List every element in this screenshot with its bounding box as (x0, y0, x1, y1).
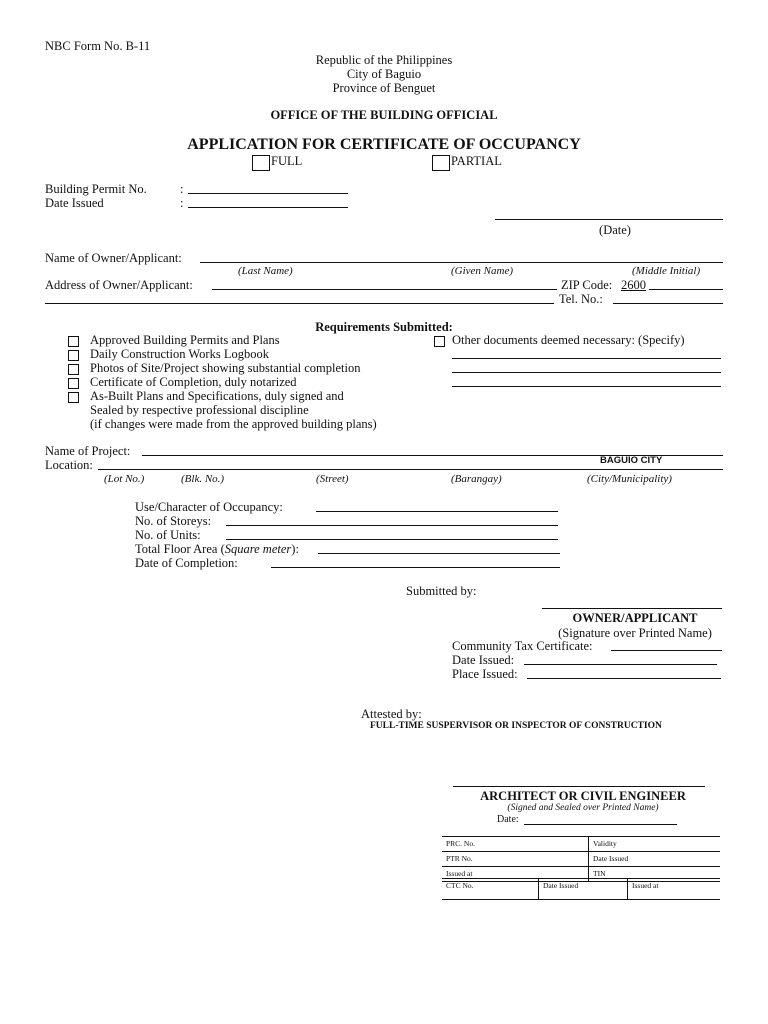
storeys-field[interactable] (226, 525, 558, 526)
submitted-by-label: Submitted by: (406, 584, 477, 598)
architect-date-field[interactable] (524, 824, 677, 825)
requirements-heading: Requirements Submitted: (315, 320, 453, 334)
use-label: Use/Character of Occupancy: (135, 500, 283, 514)
lot-caption: (Lot No.) (104, 473, 145, 485)
header-province: Province of Benguet (332, 81, 436, 95)
owner-signature-field[interactable] (542, 608, 722, 609)
full-label: FULL (271, 154, 303, 168)
tin-cell[interactable]: TIN (589, 867, 721, 882)
table-row (442, 837, 720, 852)
owner-name-label: Name of Owner/Applicant: (45, 251, 182, 265)
city-municipality-caption: (City/Municipality) (587, 473, 672, 485)
architect-note: (Signed and Sealed over Printed Name) (507, 803, 659, 813)
req-checkbox-1[interactable] (68, 336, 79, 347)
req-checkbox-3[interactable] (68, 364, 79, 375)
req-item-5-note: (if changes were made from the approved building plans) (90, 417, 377, 431)
date-issued-field[interactable] (188, 207, 348, 208)
header-republic: Republic of the Philippines (315, 53, 453, 67)
units-field[interactable] (226, 539, 558, 540)
req-item-3: Photos of Site/Project showing substantial completion (90, 361, 361, 375)
floor-area-unit: Square meter (224, 542, 292, 556)
owner-place-issued-label: Place Issued: (452, 667, 518, 681)
owner-address-field[interactable] (212, 289, 557, 290)
owner-address-line-2[interactable] (45, 303, 554, 304)
req-item-2: Daily Construction Works Logbook (90, 347, 269, 361)
date-caption: (Date) (599, 223, 631, 237)
req-checkbox-5[interactable] (68, 392, 79, 403)
completion-label: Date of Completion: (135, 556, 238, 570)
street-caption: (Street) (316, 473, 349, 485)
blk-caption: (Blk. No.) (181, 473, 225, 485)
owner-role: OWNER/APPLICANT (572, 611, 698, 625)
full-checkbox[interactable] (252, 155, 270, 171)
permit-no-colon: : (180, 182, 184, 196)
given-name-caption: (Given Name) (451, 265, 514, 277)
ctc-label: Community Tax Certificate: (452, 639, 593, 653)
req-checkbox-4[interactable] (68, 378, 79, 389)
location-city-value: BAGUIO CITY (600, 455, 663, 466)
owner-date-issued-field[interactable] (524, 664, 717, 665)
req-item-4: Certificate of Completion, duly notarized (90, 375, 297, 389)
location-field[interactable] (98, 469, 723, 470)
ctc-field[interactable] (611, 650, 722, 651)
architect-title: ARCHITECT OR CIVIL ENGINEER (480, 789, 686, 803)
architect-info-table (442, 836, 720, 882)
req-item-5-continuation: Sealed by respective professional discipline (90, 403, 309, 417)
req-checkbox-other[interactable] (434, 336, 445, 347)
storeys-label: No. of Storeys: (135, 514, 212, 528)
completion-field[interactable] (271, 567, 560, 568)
office-title: OFFICE OF THE BUILDING OFFICIAL (270, 108, 498, 122)
project-name-label: Name of Project: (45, 444, 131, 458)
date-issued-label: Date Issued (45, 196, 104, 210)
permit-no-label: Building Permit No. (45, 182, 147, 196)
barangay-caption: (Barangay) (451, 473, 502, 485)
ptr-no-cell[interactable]: PTR No. (442, 852, 589, 867)
zip-value[interactable]: 2600 (621, 278, 646, 292)
tel-field[interactable] (613, 303, 723, 304)
req-other-line-2[interactable] (452, 372, 721, 373)
supervisor-role: FULL-TIME SUSPERVISOR OR INSPECTOR OF CONSTRUCTION (370, 721, 662, 731)
ctc-no-cell[interactable]: CTC No. (442, 879, 539, 900)
validity-cell[interactable]: Validity (589, 837, 721, 852)
owner-date-issued-label: Date Issued: (452, 653, 515, 667)
floor-area-suffix: ): (291, 542, 299, 556)
zip-field-line (649, 289, 723, 290)
floor-area-label (135, 542, 299, 556)
units-label: No. of Units: (135, 528, 201, 542)
ctc-issued-at-cell[interactable]: Issued at (628, 879, 721, 900)
owner-address-label: Address of Owner/Applicant: (45, 278, 193, 292)
floor-area-field[interactable] (318, 553, 560, 554)
owner-signature-note: (Signature over Printed Name) (558, 626, 712, 640)
date-issued-colon: : (180, 196, 184, 210)
partial-label: PARTIAL (451, 154, 502, 168)
owner-name-field[interactable] (200, 262, 723, 263)
req-checkbox-2[interactable] (68, 350, 79, 361)
partial-checkbox[interactable] (432, 155, 450, 171)
req-other-line-3[interactable] (452, 386, 721, 387)
table-row (442, 852, 720, 867)
zip-label: ZIP Code: (561, 278, 613, 292)
tel-label: Tel. No.: (559, 292, 603, 306)
page-title: APPLICATION FOR CERTIFICATE OF OCCUPANCY (187, 136, 581, 153)
middle-initial-caption: (Middle Initial) (632, 265, 701, 277)
ctc-date-issued-cell[interactable]: Date Issued (539, 879, 628, 900)
architect-signature-field[interactable] (453, 786, 705, 787)
req-item-5: As-Built Plans and Specifications, duly signed and (90, 389, 344, 403)
req-other-label: Other documents deemed necessary: (Specify) (452, 333, 685, 347)
issued-at-cell[interactable]: Issued at (442, 867, 589, 882)
req-item-1: Approved Building Permits and Plans (90, 333, 280, 347)
table-row (442, 879, 720, 900)
location-label: Location: (45, 458, 93, 472)
last-name-caption: (Last Name) (238, 265, 293, 277)
architect-date-label: Date: (497, 814, 519, 825)
header-city: City of Baguio (346, 67, 422, 81)
ptr-date-issued-cell[interactable]: Date Issued (589, 852, 721, 867)
ctc-info-table (442, 878, 720, 900)
owner-place-issued-field[interactable] (527, 678, 721, 679)
use-field[interactable] (316, 511, 558, 512)
permit-no-field[interactable] (188, 193, 348, 194)
prc-no-cell[interactable]: PRC. No. (442, 837, 589, 852)
floor-area-prefix: Total Floor Area ( (135, 542, 225, 556)
req-other-line-1[interactable] (452, 358, 721, 359)
form-number: NBC Form No. B-11 (45, 39, 151, 53)
application-date-field[interactable] (495, 219, 723, 220)
attested-by-label: Attested by: (361, 707, 422, 721)
